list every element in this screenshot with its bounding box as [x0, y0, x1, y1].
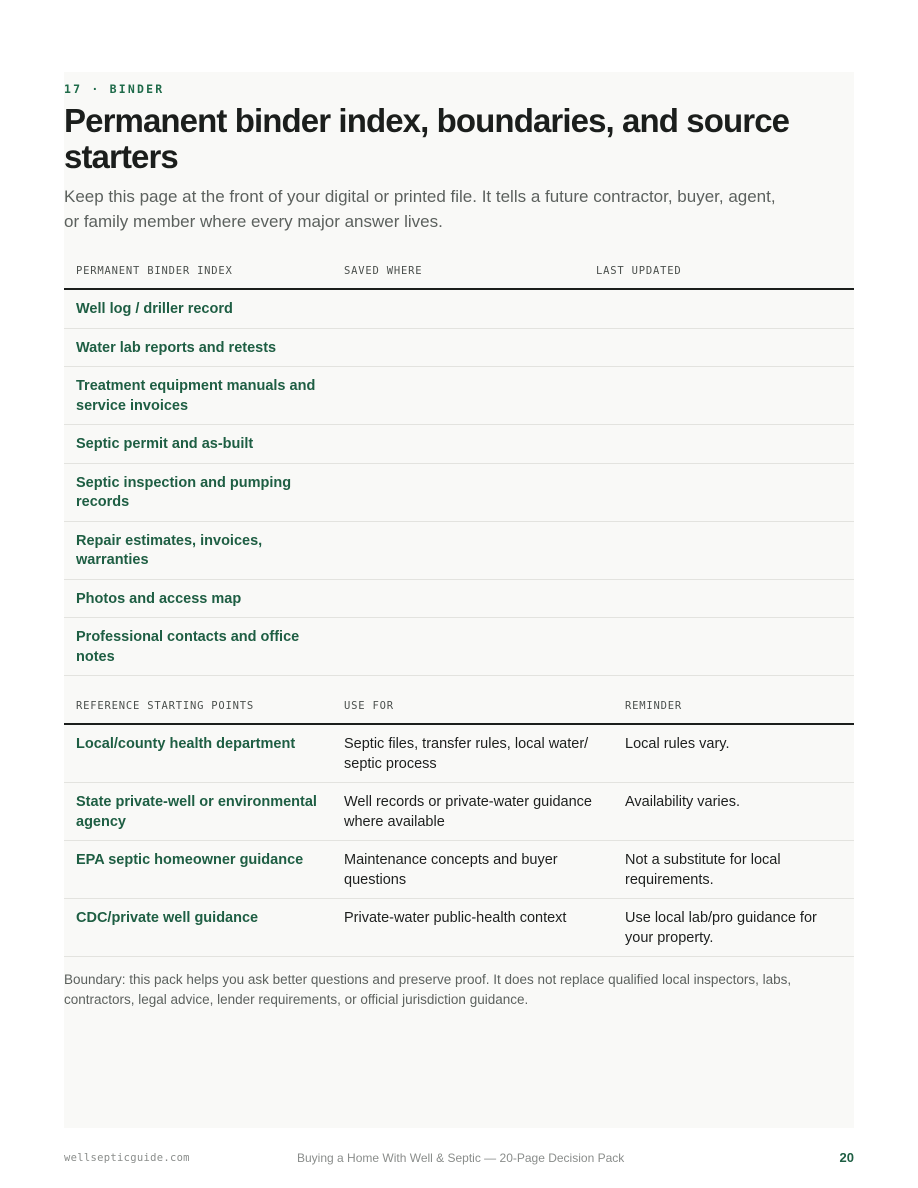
- table-header-row: [64, 693, 854, 724]
- footer-document-title: Buying a Home With Well & Septic — 20-Page Decision Pack: [297, 1151, 625, 1165]
- table-row: [64, 899, 854, 957]
- table-row: [64, 521, 854, 579]
- binder-item: Water lab reports and retests: [64, 328, 332, 367]
- table-row: [64, 328, 854, 367]
- column-header-binder-index: PERMANENT BINDER INDEX: [64, 258, 332, 289]
- reference-source: Local/county health department: [64, 724, 332, 783]
- table-row: [64, 425, 854, 464]
- table-header-row: [64, 258, 854, 289]
- intro-paragraph: Keep this page at the front of your digital or printed file. It tells a future contractor, buyer, agent, or family member where every major answer lives.: [64, 187, 776, 231]
- column-header-reminder: REMINDER: [613, 693, 854, 724]
- saved-where-cell[interactable]: [332, 579, 584, 618]
- binder-item: Septic permit and as-built: [64, 425, 332, 464]
- saved-where-cell[interactable]: [332, 289, 584, 328]
- use-for-cell: Septic files, transfer rules, local water/ septic process: [332, 724, 613, 783]
- last-updated-cell[interactable]: [584, 579, 854, 618]
- last-updated-cell[interactable]: [584, 289, 854, 328]
- boundary-footnote: Boundary: this pack helps you ask better questions and preserve proof. It does not replace qualified local inspectors, labs, contractors, legal advice, lender requirements, or official jurisdiction guidance.: [64, 972, 792, 1007]
- reminder-cell: Use local lab/pro guidance for your property.: [613, 899, 854, 957]
- binder-item: Repair estimates, invoices, warranties: [64, 521, 332, 579]
- saved-where-cell[interactable]: [332, 425, 584, 464]
- column-header-last-updated: LAST UPDATED: [584, 258, 854, 289]
- binder-item: Photos and access map: [64, 579, 332, 618]
- reference-source: EPA septic homeowner guidance: [64, 841, 332, 899]
- saved-where-cell[interactable]: [332, 328, 584, 367]
- footer-site-link[interactable]: wellsepticguide.com: [64, 1152, 190, 1164]
- column-header-reference: REFERENCE STARTING POINTS: [64, 693, 332, 724]
- last-updated-cell[interactable]: [584, 425, 854, 464]
- column-header-saved-where: SAVED WHERE: [332, 258, 584, 289]
- last-updated-cell[interactable]: [584, 521, 854, 579]
- binder-item: Treatment equipment manuals and service invoices: [64, 367, 332, 425]
- last-updated-cell[interactable]: [584, 463, 854, 521]
- reminder-cell: Local rules vary.: [613, 724, 854, 783]
- saved-where-cell[interactable]: [332, 463, 584, 521]
- saved-where-cell[interactable]: [332, 618, 584, 676]
- use-for-cell: Private-water public-health context: [332, 899, 613, 957]
- use-for-cell: Maintenance concepts and buyer questions: [332, 841, 613, 899]
- reference-source: State private-well or environmental agency: [64, 783, 332, 841]
- page-title: Permanent binder index, boundaries, and source starters: [64, 102, 790, 175]
- last-updated-cell[interactable]: [584, 618, 854, 676]
- table-row: [64, 618, 854, 676]
- binder-item: Well log / driller record: [64, 289, 332, 328]
- reminder-cell: Availability varies.: [613, 783, 854, 841]
- table-row: [64, 367, 854, 425]
- table-row: [64, 289, 854, 328]
- reminder-cell: Not a substitute for local requirements.: [613, 841, 854, 899]
- table-row: [64, 841, 854, 899]
- last-updated-cell[interactable]: [584, 367, 854, 425]
- binder-item: Professional contacts and office notes: [64, 618, 332, 676]
- use-for-cell: Well records or private-water guidance where available: [332, 783, 613, 841]
- table-row: [64, 724, 854, 783]
- table-row: [64, 579, 854, 618]
- column-header-use-for: USE FOR: [332, 693, 613, 724]
- reference-table: [64, 693, 854, 957]
- binder-index-table: [64, 258, 854, 676]
- binder-item: Septic inspection and pumping records: [64, 463, 332, 521]
- reference-source: CDC/private well guidance: [64, 899, 332, 957]
- section-label: 17 · BINDER: [64, 82, 165, 96]
- saved-where-cell[interactable]: [332, 367, 584, 425]
- last-updated-cell[interactable]: [584, 328, 854, 367]
- table-row: [64, 463, 854, 521]
- page-number: 20: [839, 1150, 854, 1165]
- saved-where-cell[interactable]: [332, 521, 584, 579]
- table-row: [64, 783, 854, 841]
